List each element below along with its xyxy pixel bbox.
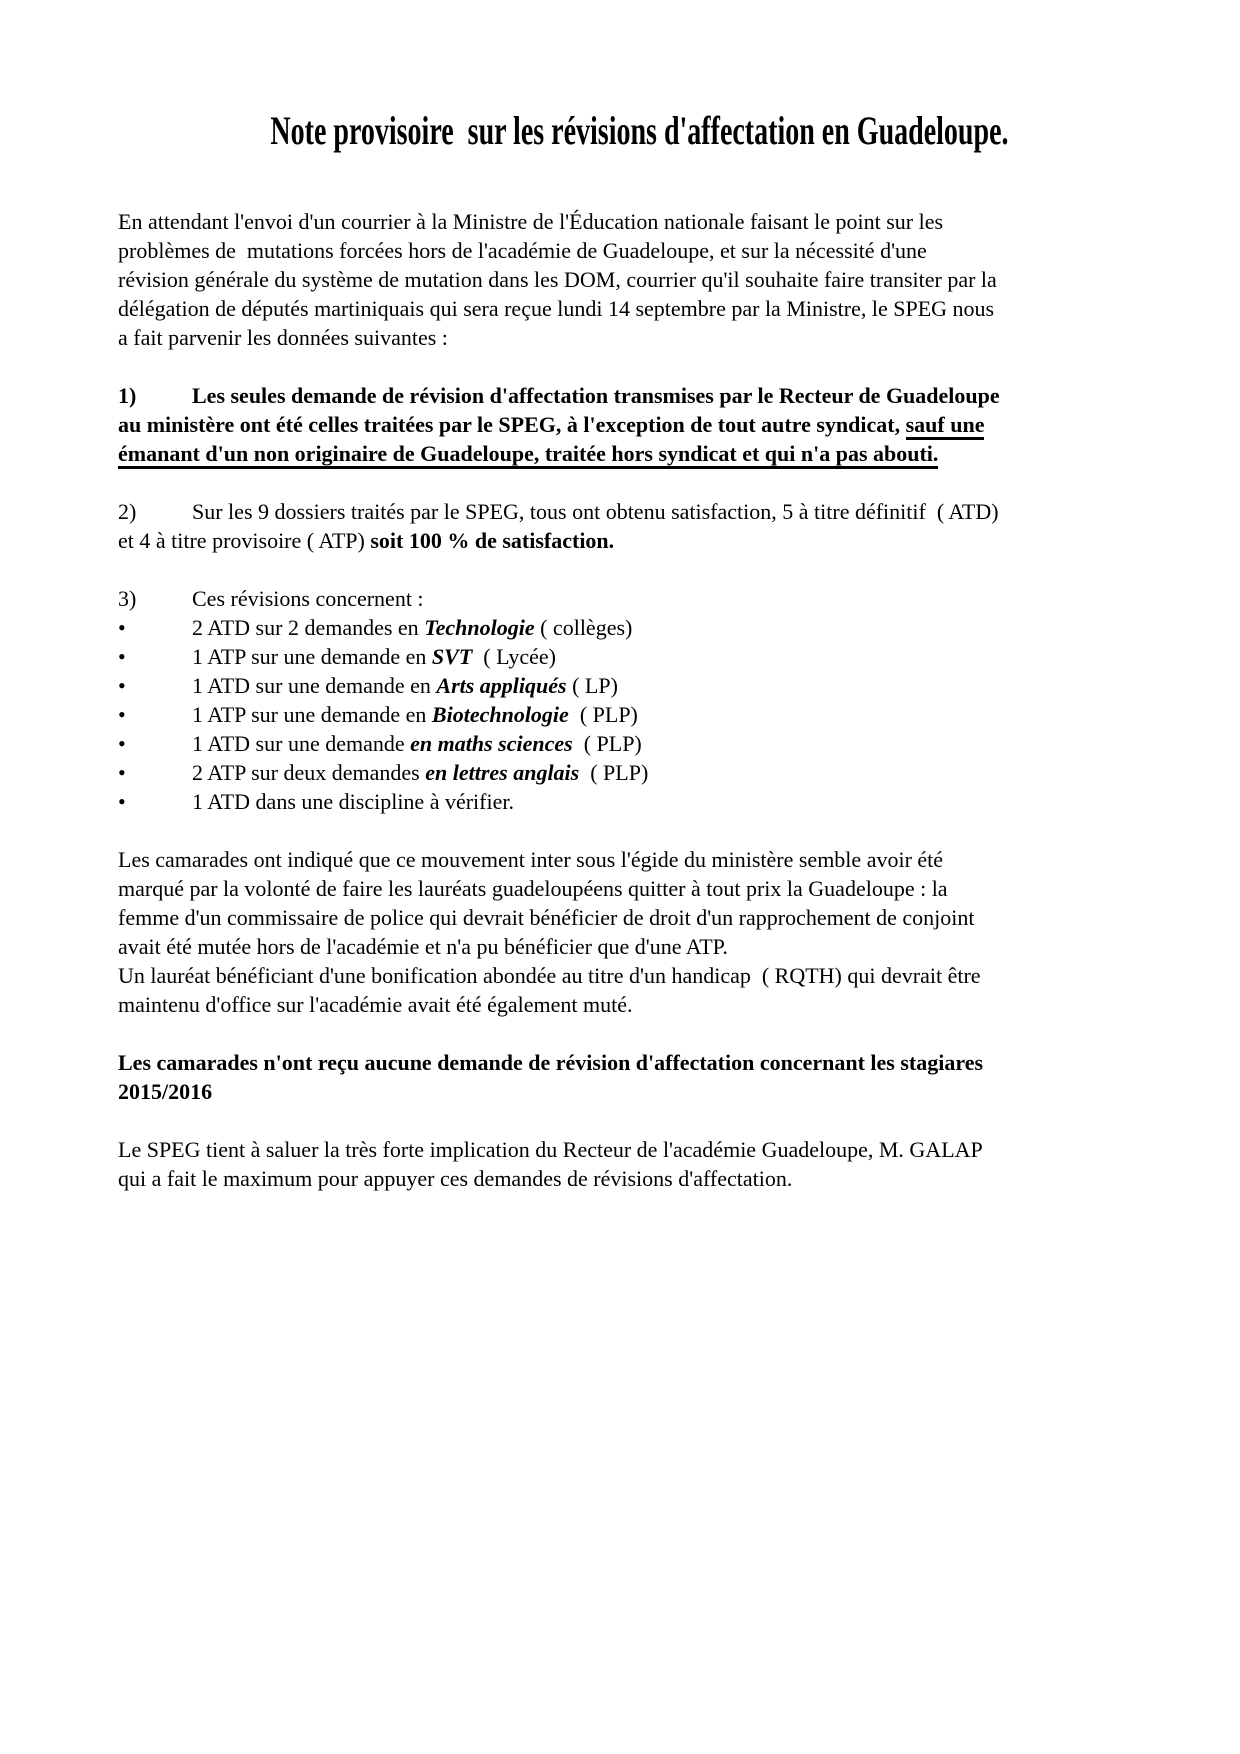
document-title: Note provisoire sur les révisions d'affectation en Guadeloupe.: [270, 108, 1009, 153]
text-run: au ministère ont été celles traitées par le SPEG, à l'exception de tout autre syndicat,: [118, 412, 906, 437]
point-1-paragraph: [118, 381, 1134, 468]
text-run: Arts appliqués: [436, 673, 567, 698]
text-line: [118, 903, 1134, 932]
text-run: 1 ATD dans une discipline à vérifier.: [192, 789, 514, 814]
text-run: et 4 à titre provisoire ( ATP): [118, 528, 371, 553]
text-line: [118, 729, 1134, 758]
text-line: [118, 1135, 1134, 1164]
point-2-paragraph: [118, 497, 1134, 555]
list-marker: •: [118, 615, 126, 640]
text-run: Les camarades ont indiqué que ce mouvement inter sous l'égide du ministère semble avoir été: [118, 847, 944, 872]
text-run: 2 ATP sur deux demandes: [192, 760, 426, 785]
ministry-movement-paragraph: [118, 845, 1134, 1019]
text-run: Biotechnologie: [431, 702, 569, 727]
text-run: marqué par la volonté de faire les lauréats guadeloupéens quitter à tout prix la Guadeloupe : la: [118, 876, 948, 901]
point-3-revisions-list: [118, 584, 1134, 816]
text-line: [118, 1164, 1134, 1193]
text-line: [118, 613, 1134, 642]
text-run: ( PLP): [579, 760, 649, 785]
text-run: Ces révisions concernent :: [192, 586, 424, 611]
text-run: ( Lycée): [472, 644, 556, 669]
text-line: [118, 932, 1134, 961]
text-run: avait été mutée hors de l'académie et n'a pu bénéficier que d'une ATP.: [118, 934, 728, 959]
conclusion-paragraph: [118, 1135, 1134, 1193]
text-run: Les seules demande de révision d'affectation transmises par le Recteur de Guadeloupe: [192, 383, 1000, 408]
text-run: 1 ATP sur une demande en: [192, 702, 432, 727]
text-line: [118, 758, 1134, 787]
list-marker: •: [118, 789, 126, 814]
text-run: Sur les 9 dossiers traités par le SPEG, tous ont obtenu satisfaction, 5 à titre définitif ( ATD): [192, 499, 999, 524]
text-run: En attendant l'envoi d'un courrier à la Ministre de l'Éducation nationale faisant le point sur les: [118, 209, 944, 234]
list-marker: 2): [118, 499, 137, 524]
text-run: 1 ATP sur une demande en: [192, 644, 432, 669]
text-run: ( collèges): [534, 615, 633, 640]
list-marker: 3): [118, 586, 137, 611]
text-line: [118, 1048, 1134, 1077]
list-marker: •: [118, 644, 126, 669]
text-run: 1 ATD sur une demande en: [192, 673, 437, 698]
text-run: 2 ATD sur 2 demandes en: [192, 615, 425, 640]
text-run: émanant d'un non originaire de Guadeloupe, traitée hors syndicat et qui n'a pas abouti.: [118, 441, 938, 469]
text-run: ( LP): [566, 673, 618, 698]
text-run: Technologie: [424, 615, 535, 640]
text-line: [118, 265, 1134, 294]
text-line: [118, 526, 1134, 555]
text-run: en maths sciences: [410, 731, 573, 756]
text-line: [118, 207, 1134, 236]
text-run: SVT: [431, 644, 473, 669]
text-run: Un lauréat bénéficiant d'une bonification abondée au titre d'un handicap ( RQTH) qui devrait être: [118, 963, 981, 988]
text-line: [118, 294, 1134, 323]
intro-paragraph: [118, 207, 1134, 352]
text-line: [118, 497, 1134, 526]
text-line: [118, 410, 1134, 439]
text-line: [118, 1077, 1134, 1106]
stagiaires-paragraph: [118, 1048, 1134, 1106]
text-line: [118, 671, 1134, 700]
text-run: a fait parvenir les données suivantes :: [118, 325, 448, 350]
text-run: femme d'un commissaire de police qui devrait bénéficier de droit d'un rapprochement de conjoint: [118, 905, 975, 930]
text-line: [118, 961, 1134, 990]
text-line: [118, 787, 1134, 816]
list-marker: •: [118, 673, 126, 698]
list-marker: •: [118, 760, 126, 785]
text-run: ( PLP): [568, 702, 638, 727]
text-run: soit 100 % de satisfaction.: [370, 528, 615, 553]
document-body: [118, 207, 1134, 1193]
text-line: [118, 236, 1134, 265]
text-run: problèmes de mutations forcées hors de l'académie de Guadeloupe, et sur la nécessité d'une: [118, 238, 927, 263]
text-run: Le SPEG tient à saluer la très forte implication du Recteur de l'académie Guadeloupe, M. GALAP: [118, 1137, 983, 1162]
text-run: 1 ATD sur une demande: [192, 731, 411, 756]
text-line: [118, 874, 1134, 903]
text-run: ( PLP): [572, 731, 642, 756]
text-run: délégation de députés martiniquais qui sera reçue lundi 14 septembre par la Ministre, le SPEG nous: [118, 296, 995, 321]
text-run: qui a fait le maximum pour appuyer ces demandes de révisions d'affectation.: [118, 1166, 793, 1191]
list-marker: •: [118, 702, 126, 727]
text-line: [118, 990, 1134, 1019]
text-run: en lettres anglais: [425, 760, 580, 785]
text-line: [118, 323, 1134, 352]
text-line: [118, 439, 1134, 468]
text-run: sauf une: [906, 412, 985, 440]
text-line: [118, 642, 1134, 671]
text-line: [118, 584, 1134, 613]
text-run: maintenu d'office sur l'académie avait été également muté.: [118, 992, 633, 1017]
text-run: révision générale du système de mutation dans les DOM, courrier qu'il souhaite faire transiter par la: [118, 267, 997, 292]
text-run: 2015/2016: [118, 1079, 213, 1104]
list-marker: •: [118, 731, 126, 756]
text-line: [118, 381, 1134, 410]
text-run: Les camarades n'ont reçu aucune demande de révision d'affectation concernant les stagiares: [118, 1050, 984, 1075]
text-line: [118, 845, 1134, 874]
text-line: [118, 700, 1134, 729]
list-marker: 1): [118, 383, 137, 408]
